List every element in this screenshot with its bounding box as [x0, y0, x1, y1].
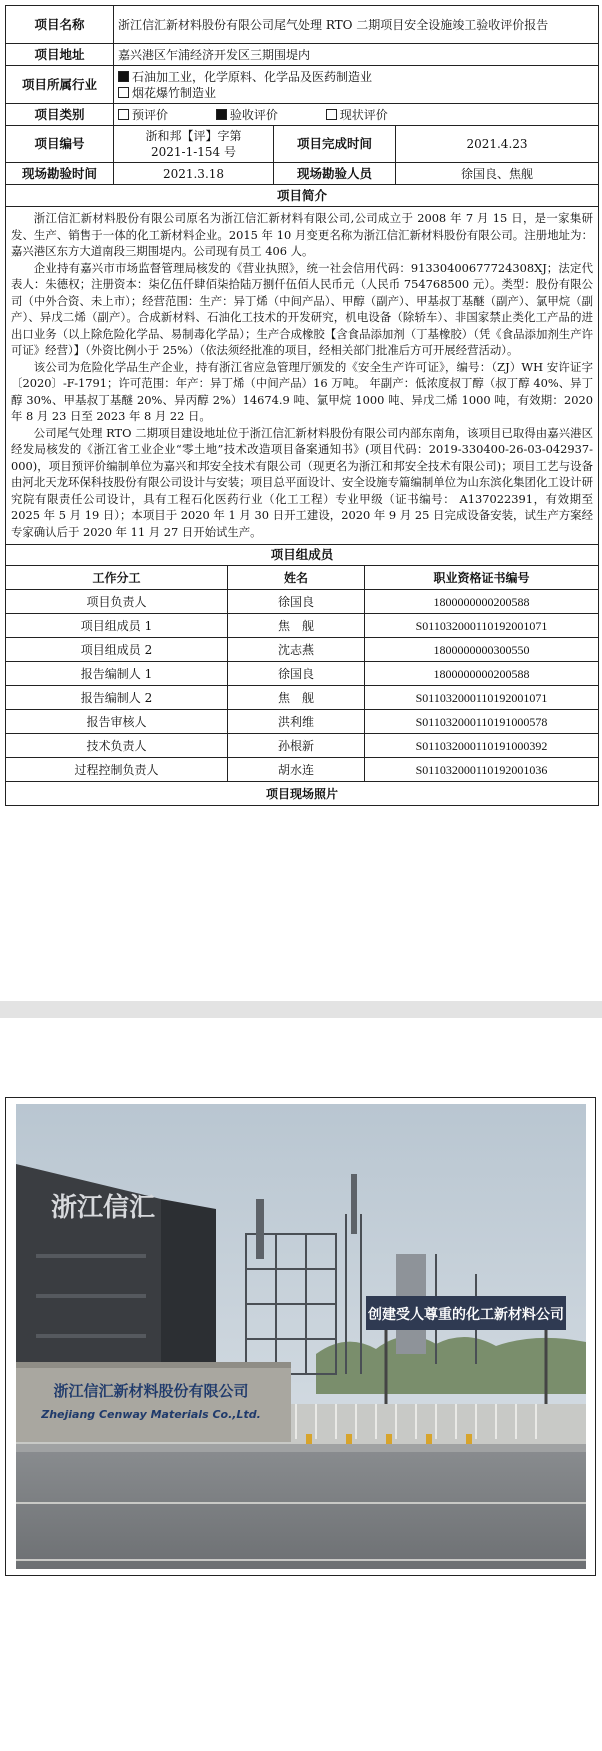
project-name-label: 项目名称: [6, 6, 114, 44]
category-option-status: 现状评价: [326, 107, 388, 123]
project-category-options: [114, 104, 599, 126]
site-photo-frame: [5, 1097, 596, 1576]
member-row: [6, 590, 599, 614]
site-photo-image: [16, 1104, 586, 1569]
intro-body: [6, 207, 599, 545]
member-name: 徐国良: [228, 662, 365, 686]
members-header-cert: 职业资格证书编号: [365, 566, 599, 590]
survey-time-label: 现场勘验时间: [6, 163, 114, 185]
checkbox-checked-icon: [216, 109, 227, 120]
member-cert: S011032000110192001071: [365, 614, 599, 638]
project-address-value: 嘉兴港区乍浦经济开发区三期围堤内: [114, 44, 599, 66]
members-title: 项目组成员: [6, 545, 599, 566]
completion-time-label: 项目完成时间: [274, 126, 396, 163]
member-role: 项目负责人: [6, 590, 228, 614]
project-address-label: 项目地址: [6, 44, 114, 66]
site-photo: [16, 1104, 586, 1569]
member-row: [6, 614, 599, 638]
members-table: [5, 566, 599, 806]
member-row: [6, 734, 599, 758]
intro-paragraph: 企业持有嘉兴市市场监督管理局核发的《营业执照》，统一社会信用代码：91330400677724308XJ；法定代表人：朱德权；注册资本：柒亿伍仟肆佰柒拾陆万捌仟伍佰人民币元（人民币 754768500 元）。类型：股份有限公司（中外合资、未上市）；经营范围：生产：异丁烯（中间产品）、甲醇（副产）、甲基叔丁基醚（副产）、氯甲烷（副产）、异戊二烯（副产）。合成新材料、石油化工技术的开发研究，机电设备（除轿车）、非国家禁止类化工产品的进出口业务（以上除危险化学品、易制毒化学品）；生产合成橡胶【含食品添加剂（丁基橡胶）（凭《食品添加剂生产许可证》经营）】（外资比例小于 25%）（依法须经批准的项目，经相关部门批准后方可开展经营活动）。: [11, 260, 593, 357]
member-role: 项目组成员 1: [6, 614, 228, 638]
checkbox-unchecked-icon: [118, 109, 129, 120]
member-role: 项目组成员 2: [6, 638, 228, 662]
member-role: 报告审核人: [6, 710, 228, 734]
member-role: 报告编制人 2: [6, 686, 228, 710]
project-number-label: 项目编号: [6, 126, 114, 163]
member-cert: 1800000000300550: [365, 638, 599, 662]
project-category-label: 项目类别: [6, 104, 114, 126]
member-name: 孙根新: [228, 734, 365, 758]
member-role: 报告编制人 1: [6, 662, 228, 686]
member-cert: S011032000110191000392: [365, 734, 599, 758]
member-role: 过程控制负责人: [6, 758, 228, 782]
member-row: [6, 758, 599, 782]
members-header-name: 姓名: [228, 566, 365, 590]
industry-option-chem: 石油加工业，化学原料、化学品及医药制造业: [118, 69, 594, 85]
checkbox-unchecked-icon: [326, 109, 337, 120]
industry-option-fireworks: 烟花爆竹制造业: [118, 85, 594, 101]
survey-staff-value: 徐国良、焦舰: [396, 163, 599, 185]
member-name: 洪利维: [228, 710, 365, 734]
report-form-page: [5, 5, 598, 806]
members-header-role: 工作分工: [6, 566, 228, 590]
checkbox-unchecked-icon: [118, 87, 129, 98]
member-name: 焦 舰: [228, 686, 365, 710]
category-option-acceptance: 验收评价: [216, 107, 278, 123]
intro-paragraph: 公司尾气处理 RTO 二期项目建设地址位于浙江信汇新材料股份有限公司内部东南角，该项目已取得由嘉兴港区经发局核发的《浙江省工业企业“零土地”技术改造项目备案通知书》(项目代码：2019-330400-26-03-042937-000)，项目预评价编制单位为嘉兴和邦安全技术有限公司（现更名为浙江和邦安全技术有限公司)；项目工艺与设备由河北天龙环保科技股份有限公司设计与安装；项目总平面设计、安全设施专篇编制单位为山东滨化集团化工设计研究院有限责任公司设计，具有工程石化医药行业（化工工程）专业甲级（证书编号： A137022391，有效期至 2025 年 5 月 19 日）；本项目于 2020 年 1 月 30 日开工建设，2020 年 9 月 25 日完成设备安装，试生产方案经专家确认后于 2020 年 11 月 27 日开始试生产。: [11, 425, 593, 539]
gate-sign-cn: 浙江信汇新材料股份有限公司: [53, 1382, 249, 1400]
member-cert: 1800000000200588: [365, 662, 599, 686]
member-cert: S011032000110191000578: [365, 710, 599, 734]
category-option-pre: 预评价: [118, 107, 168, 123]
intro-title: 项目简介: [6, 185, 599, 207]
member-name: 胡水连: [228, 758, 365, 782]
project-name-value: 浙江信汇新材料股份有限公司尾气处理 RTO 二期项目安全设施竣工验收评价报告: [114, 6, 599, 44]
member-row: [6, 710, 599, 734]
project-industry-options: [114, 66, 599, 104]
slogan-sign-text: 创建受人尊重的化工新材料公司: [368, 1307, 564, 1323]
member-cert: 1800000000200588: [365, 590, 599, 614]
member-cert: S011032000110192001071: [365, 686, 599, 710]
member-name: 徐国良: [228, 590, 365, 614]
intro-paragraph: 浙江信汇新材料股份有限公司原名为浙江信汇新材料有限公司,公司成立于 2008 年 7 月 15 日，是一家集研发、生产、销售于一体的化工新材料企业。2015 年 10 月变更名称为浙江信汇新材料股份有限公司。注册地址为：嘉兴港区东方大道南段三期围堤内。公司现有员工 406 人。: [11, 211, 593, 258]
member-name: 沈志燕: [228, 638, 365, 662]
member-role: 技术负责人: [6, 734, 228, 758]
survey-staff-label: 现场勘验人员: [274, 163, 396, 185]
gate-sign-en: Zhejiang Cenway Materials Co.,Ltd.: [41, 1408, 261, 1421]
page-separator: [0, 1001, 602, 1018]
project-number-value: 浙和邦【评】字第 2021-1-154 号: [114, 126, 274, 163]
project-industry-label: 项目所属行业: [6, 66, 114, 104]
intro-paragraph: 该公司为危险化学品生产企业，持有浙江省应急管理厅颁发的《安全生产许可证》，编号：（ZJ）WH 安许证字〔2020〕-F-1791；许可范围：年产：异丁烯（中间产品）16 万吨。 年副产：低浓度叔丁醇（叔丁醇 40%、异丁醇 30%、甲基叔丁基醚 20%、异丙醇 2%）14674.9 吨、氯甲烷 1000 吨、异戊二烯 1000 吨，有效期：2020 年 8 月 23 日至 2023 年 8 月 22 日。: [11, 359, 593, 423]
member-cert: S011032000110192001036: [365, 758, 599, 782]
project-info-table: [5, 5, 599, 566]
survey-time-value: 2021.3.18: [114, 163, 274, 185]
member-row: [6, 638, 599, 662]
completion-time-value: 2021.4.23: [396, 126, 599, 163]
member-row: [6, 686, 599, 710]
checkbox-checked-icon: [118, 71, 129, 82]
building-sign-text: 浙江信汇: [51, 1193, 156, 1223]
photos-title: 项目现场照片: [6, 782, 599, 806]
member-name: 焦 舰: [228, 614, 365, 638]
member-row: [6, 662, 599, 686]
